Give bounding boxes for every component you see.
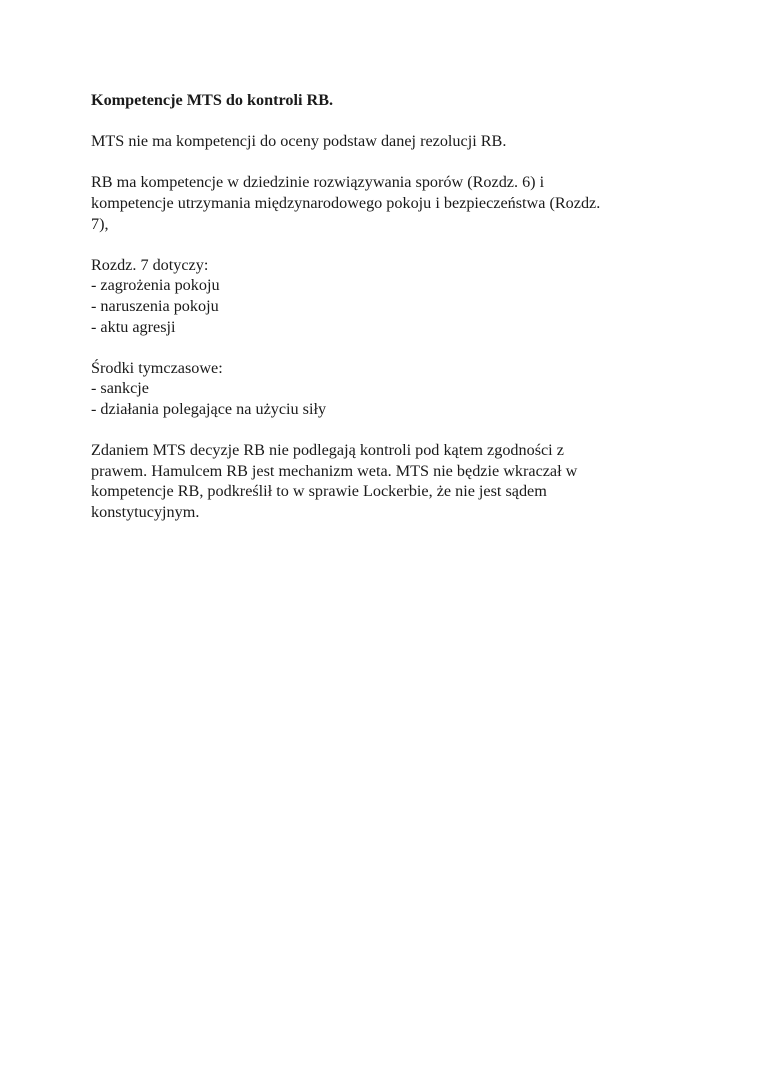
- paragraph-interim-measures: [91, 358, 681, 420]
- paragraph-mts-opinion: [91, 440, 681, 522]
- document-body: [91, 90, 681, 543]
- text-line: RB ma kompetencje w dziedzinie rozwiązywania sporów (Rozdz. 6) i: [91, 173, 545, 192]
- text-line: Środki tymczasowe:: [91, 358, 223, 377]
- text-line: prawem. Hamulcem RB jest mechanizm weta. MTS nie będzie wkraczał w: [91, 461, 578, 480]
- paragraph-chapter-7: [91, 255, 681, 337]
- list-item: - działania polegające na użyciu siły: [91, 399, 327, 418]
- text-line: kompetencje RB, podkreślił to w sprawie Lockerbie, że nie jest sądem: [91, 482, 547, 501]
- text-line: MTS nie ma kompetencji do oceny podstaw danej rezolucji RB.: [91, 132, 507, 151]
- list-item: - naruszenia pokoju: [91, 296, 219, 315]
- text-line: 7),: [91, 214, 109, 233]
- paragraph-mts-no-competence: [91, 131, 681, 152]
- document-title: Kompetencje MTS do kontroli RB.: [91, 91, 334, 109]
- text-line: konstytucyjnym.: [91, 502, 200, 521]
- text-line: kompetencje utrzymania międzynarodowego pokoju i bezpieczeństwa (Rozdz.: [91, 193, 601, 212]
- list-item: - aktu agresji: [91, 317, 176, 336]
- text-line: Rozdz. 7 dotyczy:: [91, 255, 209, 274]
- list-item: - zagrożenia pokoju: [91, 276, 220, 295]
- text-line: Zdaniem MTS decyzje RB nie podlegają kontroli pod kątem zgodności z: [91, 441, 564, 460]
- paragraph-rb-competences: [91, 172, 681, 234]
- list-item: - sankcje: [91, 379, 149, 398]
